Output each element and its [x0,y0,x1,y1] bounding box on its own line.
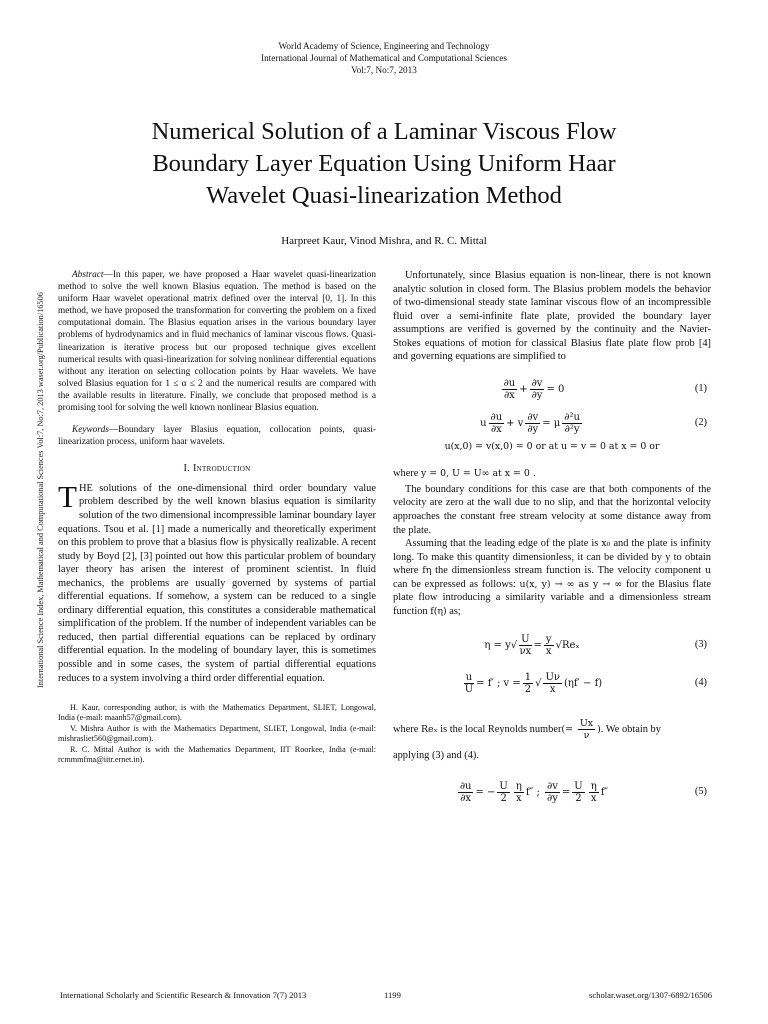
p3-part-g: as; [449,605,461,617]
footnote-3: R. C. Mittal Author is with the Mathematics Department, IIT Roorkee, India (e-mail: rcmmmfma@iitr.ernet.in). [58,744,376,765]
p3-part-d: can be expressed as follows: [393,578,516,590]
keywords-text: —Boundary layer Blasius equation, collocation points, quasi-linearization process, uniform haar wavelets. [58,425,376,448]
where-word-2: where [393,724,419,736]
footer-url[interactable]: scholar.waset.org/1307-6892/16506 [588,990,712,1000]
p3-part-e: for the Blasius flate plate flow introducing a similarity variable and a dimensionless stream function [393,578,711,617]
equation-1-body: $\frac{\partial u}{\partial x}$ + $\frac{\partial v}{\partial y}$ = 0 [503,377,565,401]
footnote-1: H. Kaur, corresponding author, is with the Mathematics Department, SLIET, Longowal, India (e-mail: maanh57@gmail.com). [58,703,376,723]
equation-3-body: η = y√ $\frac{U}{\nu x}$ = $\frac{y}{x}$ √Reₓ [484,634,580,658]
footer-publisher: International Scholarly and Scientific Research & Innovation 7(7) 2013 [60,990,307,1000]
p3-limit: u(x, y) → ∞ as y → ∞ [519,578,623,590]
applying-line: applying (3) and (4). [393,750,479,762]
page-number: 1199 [384,990,401,1000]
where-line-1 [393,467,711,481]
reynolds-symbol: Reₓ [421,724,438,736]
p3-part-c: the dimensionless stream function is. The velocity component [435,565,702,577]
equation-3-number: (3) [694,639,707,651]
equation-5-body: $\frac{\partial u}{\partial x}$ = − $\frac{U}{2}$ $\frac{\eta}{x}$ f″ ; $\frac{\partial v}{\partial y}$ = $\frac{U}{2}$ $\frac{\eta}{x}$ f″ [459,780,609,804]
equation-4-body: $\frac{u}{U}$ = f′ ; v = $\frac{1}{2}$ √ $\frac{U\nu}{x}$ (ηf′ − f) [464,672,603,696]
title-line-3: Wavelet Quasi-linearization Method [206,182,562,209]
drop-cap: T [58,478,77,514]
abstract-label: Abstract [72,270,104,280]
section-number: I. [183,463,191,475]
where-line-2: where Reₓ is the local Reynolds number(= $\frac{Ux}{\nu}$ ). We obtain by [393,718,661,742]
p3-x0: x₀ [601,538,611,550]
section-title: Introduction [192,463,251,475]
title-line-2: Boundary Layer Equation Using Uniform Haar [152,150,616,177]
equation-5-number: (5) [694,785,707,797]
equation-4-number: (4) [694,677,707,689]
p3-f-eta: fη [422,565,432,577]
author-footnotes [58,703,376,765]
where2-end: . We obtain by [600,724,661,736]
equation-2 [393,408,711,438]
abstract-text: —In this paper, we have proposed a Haar wavelet quasi-linearization method to solve the well known Blasius equation. The method is based on the uniform Haar wavelet operational matrix defined over the interval [0, 1]. In this method, we have proposed the transformation for converting the problem on a fixed computational domain. The Blasius equation arises in the various boundary layer problems of hydrodynamics and in fluid mechanics of laminar viscous flows. Quasi-linearization is iterative process but our proposed technique gives excellent numerical results with quasi-linearization for solving nonlinear differential equations without any iteration on selecting collocation points by Haar wavelets. We have solved Blasius equation for 1 ≤ α ≤ 2 and the numerical results are compared with the available results in literature. Finally, we conclude that proposed method is a promising tool for solving the well known nonlinear Blasius equation. [58,270,376,414]
header-line-3: Vol:7, No:7, 2013 [351,65,417,75]
right-column [393,269,711,811]
equation-1 [393,374,711,404]
abstract [58,269,376,414]
authors: Harpreet Kaur, Vinod Mishra, and R. C. Mittal [281,235,487,247]
p3-f: f(η) [430,605,447,617]
where-condition-1: y = 0, U = U∞ at x = 0 . [421,468,536,480]
equation-1-number: (1) [694,382,707,394]
equation-2-body: u $\frac{\partial u}{\partial x}$ + v $\frac{\partial v}{\partial y}$ = μ $\frac{\text{∂²u}}{\text{∂²y}}$ [480,411,580,435]
header-line-1: World Academy of Science, Engineering and Technology [278,41,490,51]
side-watermark-text: International Science Index, Mathematical and Computational Sciences Vol:7, No:7, 2013 waset.org/Publication/16506 [36,292,45,688]
p3-part-b: and the plate is infinity long. To make this quantity dimensionless, it can be divided by y to obtain where [393,538,711,577]
header-line-2: International Journal of Mathematical and Computational Sciences [261,53,507,63]
where-word-1: where [393,468,419,480]
section-heading-introduction [58,462,376,476]
keywords-label: Keywords [72,425,109,436]
equation-4 [393,668,711,702]
keywords [58,424,376,448]
p3-u: u [704,565,711,577]
left-column [58,269,376,766]
equation-2-number: (2) [694,416,707,428]
p3-part-a: Assuming that the leading edge of the plate is [405,538,599,550]
journal-header [0,40,768,76]
equation-2-condition: u(x,0) = v(x,0) = 0 or at u = v = 0 at x = 0 or [444,440,660,452]
title-line-1: Numerical Solution of a Laminar Viscous Flow [151,118,617,145]
where2-text: is the local Reynolds number [440,724,562,736]
equation-3 [393,630,711,664]
paper-title [70,116,698,212]
right-paragraph-2: The boundary conditions for this case are that both components of the velocity are zero at the wall due to no slip, and that the horizontal velocity approaches the constant free stream velocity at some distance away from the plate. [393,483,711,536]
equation-5 [393,777,711,811]
intro-text: HE solutions of the one-dimensional third order boundary value problem described by the well known blasius equation is similarity solution of the two dimensional incompressible laminar boundary layer equations. Tsou et al. [1] made a numerically and theoretically experiment on this problem to prove that a blasius flow is physically realizable. A recent study by Boyd [2], [3] pointed out how this particular problem of boundary layer theory has arisen the interest of prominent scientist. In fluid mechanics, the problems are usually governed by systems of partial differential equations. If somehow, a system can be reduced to a single ordinary differential equation, this constitutes a considerable mathematical simplification of the problem. If the number of independent variables can be reduced, then partial differential equations can be replaced by ordinary differential equation. In the modeling of boundary layer, this is sometimes possible and in some cases, the system of partial differential equations reduces to a system involving a third order differential equation. [58,482,376,684]
right-paragraph-1: Unfortunately, since Blasius equation is non-linear, there is not known analytic solution in closed form. The Blasius problem models the behavior of two-dimensional steady state laminar viscous flow of an incompressible fluid over a semi-infinite flate plate, provided the boundary layer assumptions are verified is governed by the continuity and the Navier-Stokes equations of motion for classical Blasius flate plate flow prob [4] and governing equations are simplified to [393,270,711,363]
right-paragraph-3 [393,537,711,618]
intro-paragraph [58,478,376,685]
footnote-2: V. Mishra Author is with the Mathematics Department, SLIET, Longowal, India (e-mail: mishrasliet560@gmail.com). [58,723,376,744]
